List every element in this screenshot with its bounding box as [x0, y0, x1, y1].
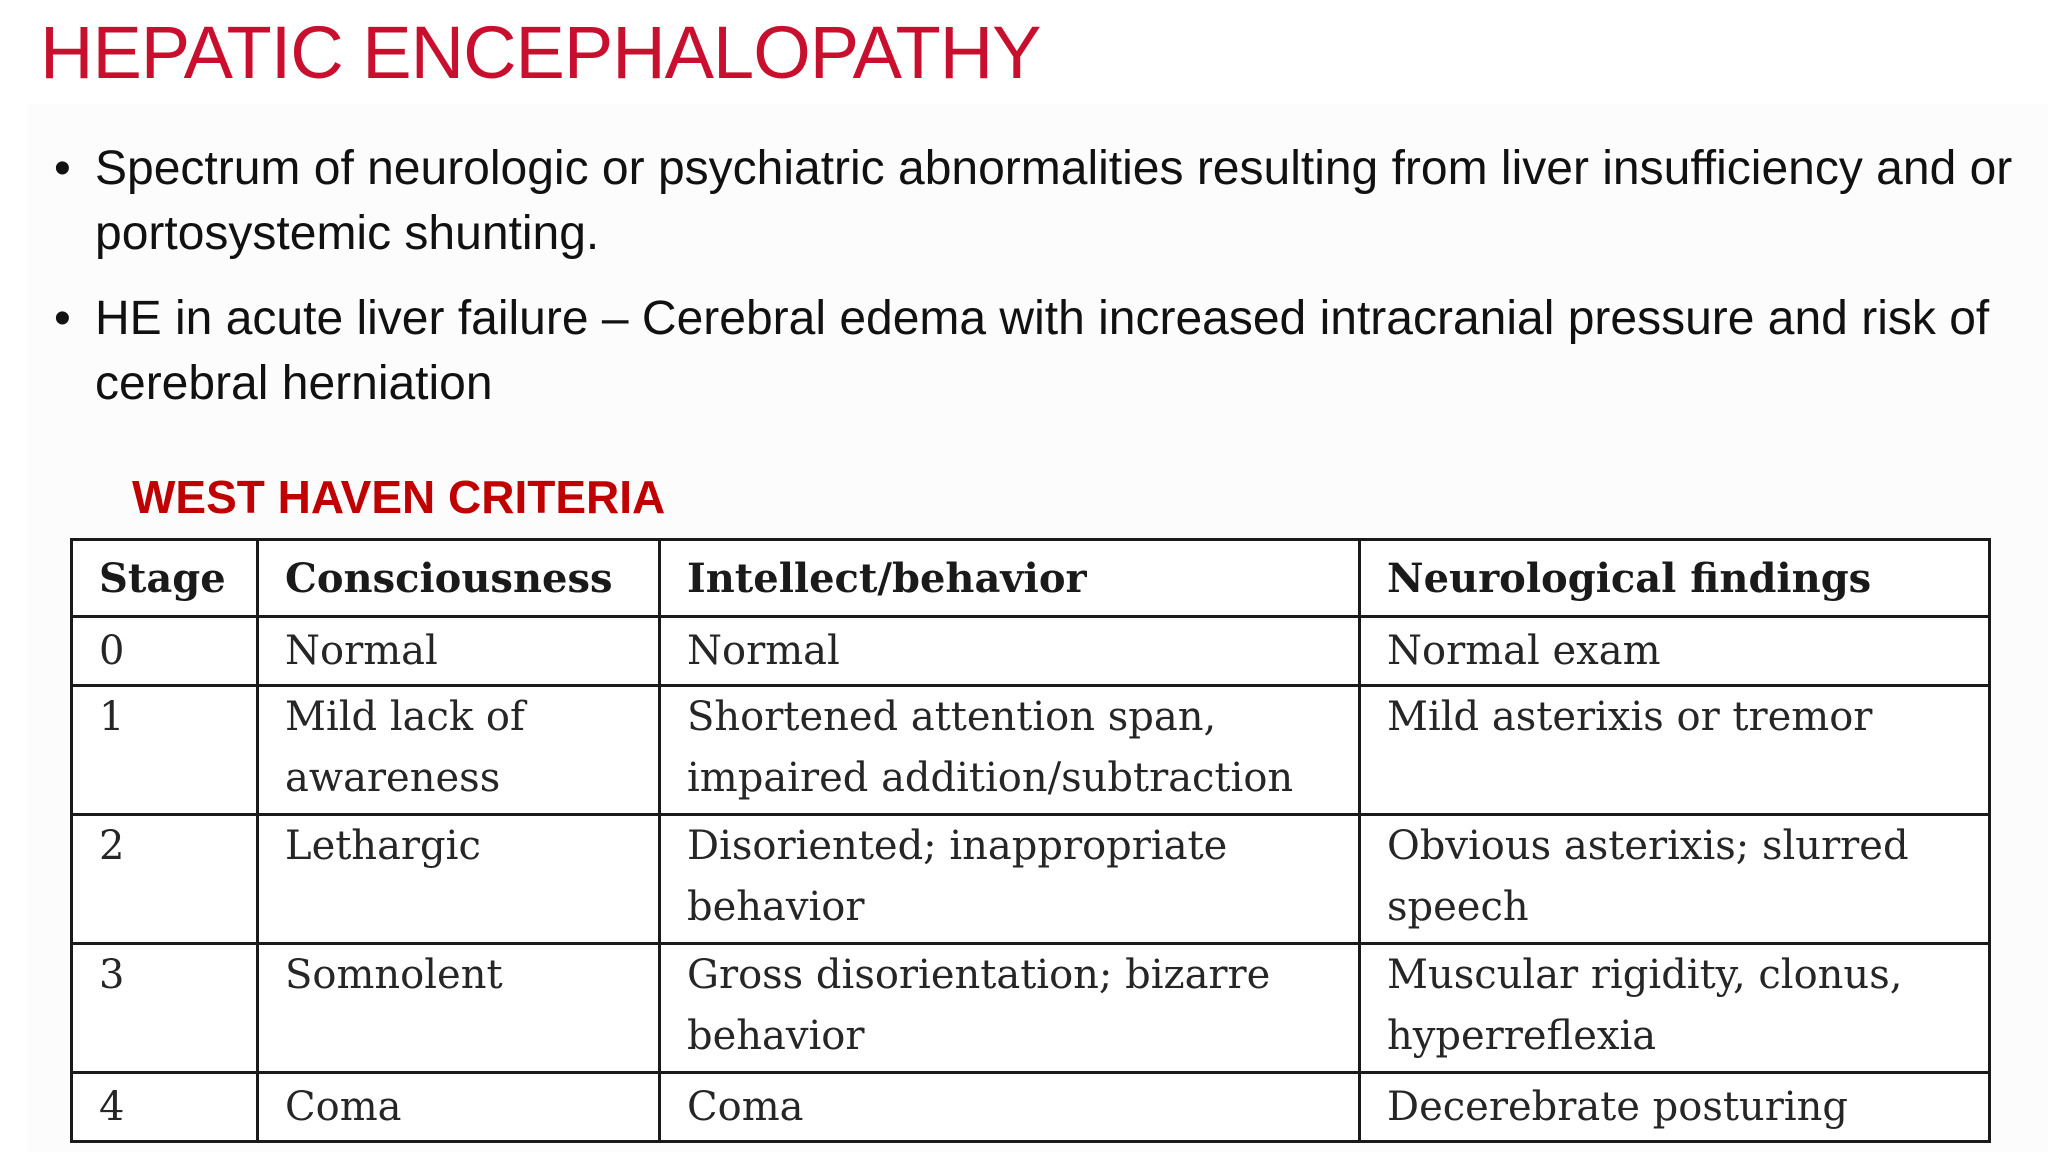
consciousness-cell: Lethargic [258, 815, 660, 944]
slide-title: HEPATIC ENCEPHALOPATHY [40, 11, 1041, 94]
bullet-item [54, 286, 2014, 416]
table-row [72, 1073, 1990, 1142]
bullet-text: Spectrum of neurologic or psychiatric abnormalities resulting from liver insufficiency and or portosystemic shunting. [95, 142, 2013, 260]
consciousness-cell: Mild lack of awareness [258, 686, 660, 815]
column-header-neurological-findings: Neurological findings [1360, 540, 1990, 617]
bullet-item [54, 136, 2014, 266]
intellect-behavior-cell: Shortened attention span, impaired addition/subtraction [660, 686, 1360, 815]
intellect-behavior-cell: Normal [660, 617, 1360, 686]
bullet-text: HE in acute liver failure – Cerebral edema with increased intracranial pressure and risk of cerebral herniation [95, 292, 1990, 410]
table-row [72, 815, 1990, 944]
intellect-behavior-cell: Gross disorientation; bizarre behavior [660, 944, 1360, 1073]
bullet-list [54, 136, 2014, 436]
column-header-intellect-behavior: Intellect/behavior [660, 540, 1360, 617]
consciousness-cell: Normal [258, 617, 660, 686]
neurological-findings-cell: Obvious asterixis; slurred speech [1360, 815, 1990, 944]
west-haven-table [70, 538, 1991, 1143]
table-row [72, 617, 1990, 686]
stage-cell: 1 [72, 686, 258, 815]
column-header-consciousness: Consciousness [258, 540, 660, 617]
bullet-marker: • [54, 292, 71, 345]
neurological-findings-cell: Muscular rigidity, clonus, hyperreflexia [1360, 944, 1990, 1073]
stage-cell: 0 [72, 617, 258, 686]
stage-cell: 2 [72, 815, 258, 944]
bullet-marker: • [54, 142, 71, 195]
west-haven-heading: WEST HAVEN CRITERIA [132, 471, 666, 523]
table-row [72, 686, 1990, 815]
column-header-stage: Stage [72, 540, 258, 617]
stage-cell: 4 [72, 1073, 258, 1142]
intellect-behavior-cell: Coma [660, 1073, 1360, 1142]
table-row [72, 944, 1990, 1073]
consciousness-cell: Somnolent [258, 944, 660, 1073]
consciousness-cell: Coma [258, 1073, 660, 1142]
neurological-findings-cell: Normal exam [1360, 617, 1990, 686]
table-header-row [72, 540, 1990, 617]
neurological-findings-cell: Decerebrate posturing [1360, 1073, 1990, 1142]
stage-cell: 3 [72, 944, 258, 1073]
neurological-findings-cell: Mild asterixis or tremor [1360, 686, 1990, 815]
intellect-behavior-cell: Disoriented; inappropriate behavior [660, 815, 1360, 944]
